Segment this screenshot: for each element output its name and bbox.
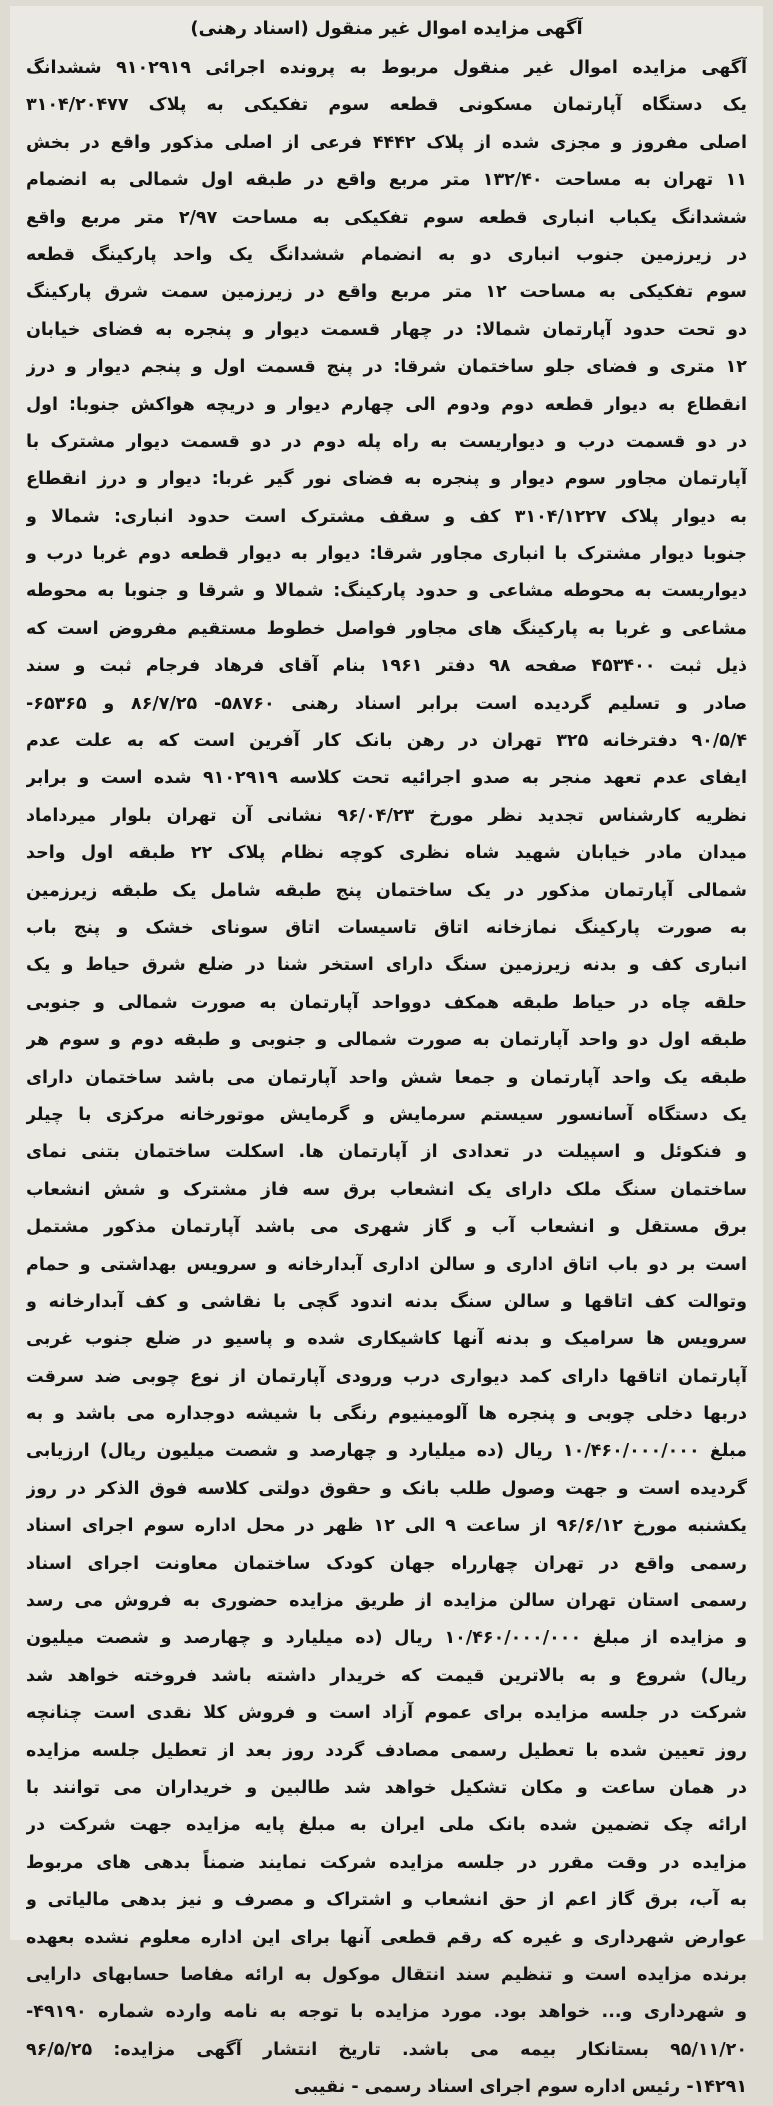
notice-line: گردیده است و جهت وصول طلب بانک و حقوق دولتی کلاسه فوق الذکر در روز (26, 1478, 747, 1499)
notice-line: در دو قسمت درب و دیواریست به راه پله دوم در دو قسمت دیوار مشترک با (26, 431, 747, 452)
notice-line: وتوالت کف اتاقها و سالن سنگ بدنه اندود گچی با نقاشی و کف آبدارخانه و (26, 1291, 747, 1312)
notice-line: ۱۱ تهران به مساحت ۱۳۲/۴۰ متر مربع واقع در طبقه اول شمالی به انضمام (26, 170, 747, 191)
notice-line: اصلی مفروز و مجزی شده از پلاک ۴۴۴۲ فرعی از اصلی مذکور واقع در بخش (26, 132, 747, 153)
notice-line: ایفای عدم تعهد منجر به صدو اجرائیه تحت کلاسه ۹۱۰۲۹۱۹ شده است و برابر (26, 768, 747, 789)
notice-line: دربها دخلی چوبی و پنجره ها آلومینیوم رنگی با شیشه دوجداره می باشد و به (26, 1404, 747, 1425)
notice-line: برق مستقل و انشعاب آب و گاز شهری می باشد آپارتمان مذکور مشتمل (26, 1217, 747, 1238)
notice-line: و فنکوئل و اسپیلت در تعدادی از آپارتمان ها. اسکلت ساختمان بتنی نمای (26, 1142, 747, 1163)
notice-line: دو تحت حدود آپارتمان شمالا: در چهار قسمت دیوار و پنجره به فضای خیابان (26, 319, 747, 340)
notice-line: مبلغ ۱۰/۴۶۰/۰۰۰/۰۰۰ ریال (ده میلیارد و چهارصد و شصت میلیون ریال) ارزیابی (26, 1441, 747, 1462)
notice-line: دیواریست به محوطه مشاعی و حدود پارکینگ: شمالا و شرقا و جنوبا به محوطه (26, 581, 747, 602)
notice-line: ارائه چک تضمین شده بانک ملی ایران به مبلغ پایه مزایده جهت شرکت در (26, 1815, 747, 1836)
notice-line: مزایده در وقت مقرر در جلسه مزایده شرکت نمایند ضمناً بدهی های مربوط (26, 1852, 747, 1873)
notice-line: عوارض شهرداری و غیره که رقم قطعی آنها برای این اداره معلوم نشده بعهده (26, 1927, 747, 1948)
notice-line: ۱۴۲۹۱- رئیس اداره سوم اجرای اسناد رسمی - نقیبی (294, 2077, 747, 2098)
notice-line: رسمی واقع در تهران چهارراه جهان کودک ساختمان معاونت اجرای اسناد (26, 1553, 747, 1574)
notice-line: و مزایده از مبلغ ۱۰/۴۶۰/۰۰۰/۰۰۰ ریال (ده میلیارد و چهارصد و شصت میلیون (26, 1628, 747, 1649)
notice-line: آگهی مزایده اموال غیر منقول مربوط به پرونده اجرائی ۹۱۰۲۹۱۹ ششدانگ (26, 58, 747, 78)
notice-line: طبقه اول دو واحد آپارتمان به صورت شمالی و جنوبی و طبقه دوم و سوم هر (26, 1030, 747, 1051)
notice-line: انقطاع به دیوار قطعه دوم ودوم الی چهارم دیوار و دریچه هواکش جنوبا: اول (26, 394, 747, 415)
notice-line: مشاعی و غربا به پارکینگ های مجاور فواصل خطوط مستقیم مفروض است که (26, 618, 747, 639)
notice-line: ۹۵/۱۱/۲۰ بستانکار بیمه می باشد. تاریخ انتشار آگهی مزایده: ۹۶/۵/۲۵ (26, 2039, 747, 2060)
notice-line: ذیل ثبت ۴۵۳۴۰۰ صفحه ۹۸ دفتر ۱۹۶۱ بنام آقای فرهاد فرجام ثبت و سند (26, 656, 747, 677)
notice-line: آپارتمان مجاور سوم دیوار و پنجره به فضای نور گیر غربا: دیوار و درز انقطاع (26, 469, 747, 490)
notice-title: آگهی مزایده اموال غیر منقول (اسناد رهنی) (190, 18, 583, 39)
notice-line: به آب، برق گاز اعم از حق انشعاب و اشتراک و مصرف و نیز بدهی مالیاتی و (26, 1890, 747, 1911)
notice-line: طبقه یک واحد آپارتمان و جمعا شش واحد آپارتمان می باشد ساختمان دارای (26, 1067, 747, 1088)
notice-line: ریال) شروع و به بالاترین قیمت که خریدار داشته باشد فروخته خواهد شد (26, 1665, 747, 1686)
notice-body (26, 50, 747, 2106)
notice-line: به دیوار پلاک ۳۱۰۴/۱۲۲۷ کف و سقف مشترک است حدود انباری: شمالا و (26, 506, 747, 527)
notice-line: ششدانگ یکباب انباری قطعه سوم تفکیکی به مساحت ۲/۹۷ متر مربع واقع (26, 207, 747, 228)
notice-line: رسمی استان تهران سالن مزایده از طریق مزایده حضوری به فروش می رسد (26, 1591, 747, 1612)
notice-line: نظریه کارشناس تجدید نظر مورخ ۹۶/۰۴/۲۳ نشانی آن تهران بلوار میرداماد (26, 805, 747, 826)
notice-line: در همان ساعت و مکان تشکیل خواهد شد طالبین و خریداران می توانند با (26, 1777, 747, 1798)
notice-line: ۱۲ متری و فضای جلو ساختمان شرقا: در پنج قسمت اول و پنجم دیوار و درز (26, 357, 747, 378)
notice-line: و شهرداری و... خواهد بود. مورد مزایده با توجه به نامه وارده شماره ۴۹۱۹۰- (26, 2002, 747, 2023)
notice-line: در زیرزمین جنوب انباری دو به انضمام ششدانگ یک واحد پارکینگ قطعه (26, 244, 747, 265)
notice-line: میدان مادر خیابان شهید شاه نظری کوچه نظام پلاک ۲۲ طبقه اول واحد (26, 843, 747, 864)
notice-line: روز تعیین شده با تعطیل رسمی مصادف گردد روز بعد از تعطیل جلسه مزایده (26, 1740, 747, 1761)
notice-line: انباری کف و بدنه زیرزمین سنگ دارای استخر شنا در ضلع شرق حیاط و یک (26, 955, 747, 976)
notice-line: یک دستگاه آپارتمان مسکونی قطعه سوم تفکیکی به پلاک ۳۱۰۴/۲۰۴۷۷ (26, 95, 747, 116)
notice-line: شرکت در جلسه مزایده برای عموم آزاد است و فروش کلا نقدی است چنانچه (26, 1703, 747, 1724)
notice-line: شمالی آپارتمان مذکور در یک ساختمان پنج طبقه شامل یک طبقه زیرزمین (26, 880, 747, 901)
auction-notice (10, 6, 763, 2098)
notice-line: یکشنبه مورخ ۹۶/۶/۱۲ از ساعت ۹ الی ۱۲ ظهر در محل اداره سوم اجرای اسناد (26, 1516, 747, 1537)
notice-line: سرویس ها سرامیک و بدنه آنها کاشیکاری شده و پاسیو در ضلع جنوب غربی (26, 1329, 747, 1350)
notice-line: است بر دو باب اتاق اداری و سالن اداری آبدارخانه و سرویس بهداشتی و حمام (26, 1254, 747, 1275)
notice-line: یک دستگاه آسانسور سیستم سرمایش و گرمایش موتورخانه مرکزی با چیلر (26, 1104, 747, 1125)
notice-line: حلقه چاه در حیاط طبقه همکف دوواحد آپارتمان به صورت شمالی و جنوبی (26, 992, 747, 1013)
notice-line: ساختمان سنگ ملک دارای یک انشعاب برق سه فاز مشترک و شش انشعاب (26, 1179, 747, 1200)
notice-line: به صورت پارکینگ نمازخانه اتاق تاسیسات اتاق سونای خشک و پنج باب (26, 917, 747, 938)
notice-line: ۹۰/۵/۴ دفترخانه ۳۲۵ تهران در رهن بانک کار آفرین است که به علت عدم (26, 731, 747, 752)
notice-line: آپارتمان اتاقها دارای کمد دیواری درب ورودی آپارتمان از نوع چوبی ضد سرقت (26, 1366, 747, 1387)
notice-line: جنوبا دیوار مشترک با انباری مجاور شرقا: دیوار به دیوار قطعه دوم غربا درب و (26, 544, 747, 565)
notice-line: صادر و تسلیم گردیده است برابر اسناد رهنی ۵۸۷۶۰- ۸۶/۷/۲۵ و ۶۵۳۶۵- (26, 693, 747, 714)
notice-line: برنده مزایده است و تنظیم سند انتقال موکول به ارائه مفاصا حسابهای دارایی (26, 1964, 747, 1985)
notice-line: سوم تفکیکی به مساحت ۱۲ متر مربع واقع در زیرزمین سمت شرق پارکینگ (26, 282, 747, 303)
